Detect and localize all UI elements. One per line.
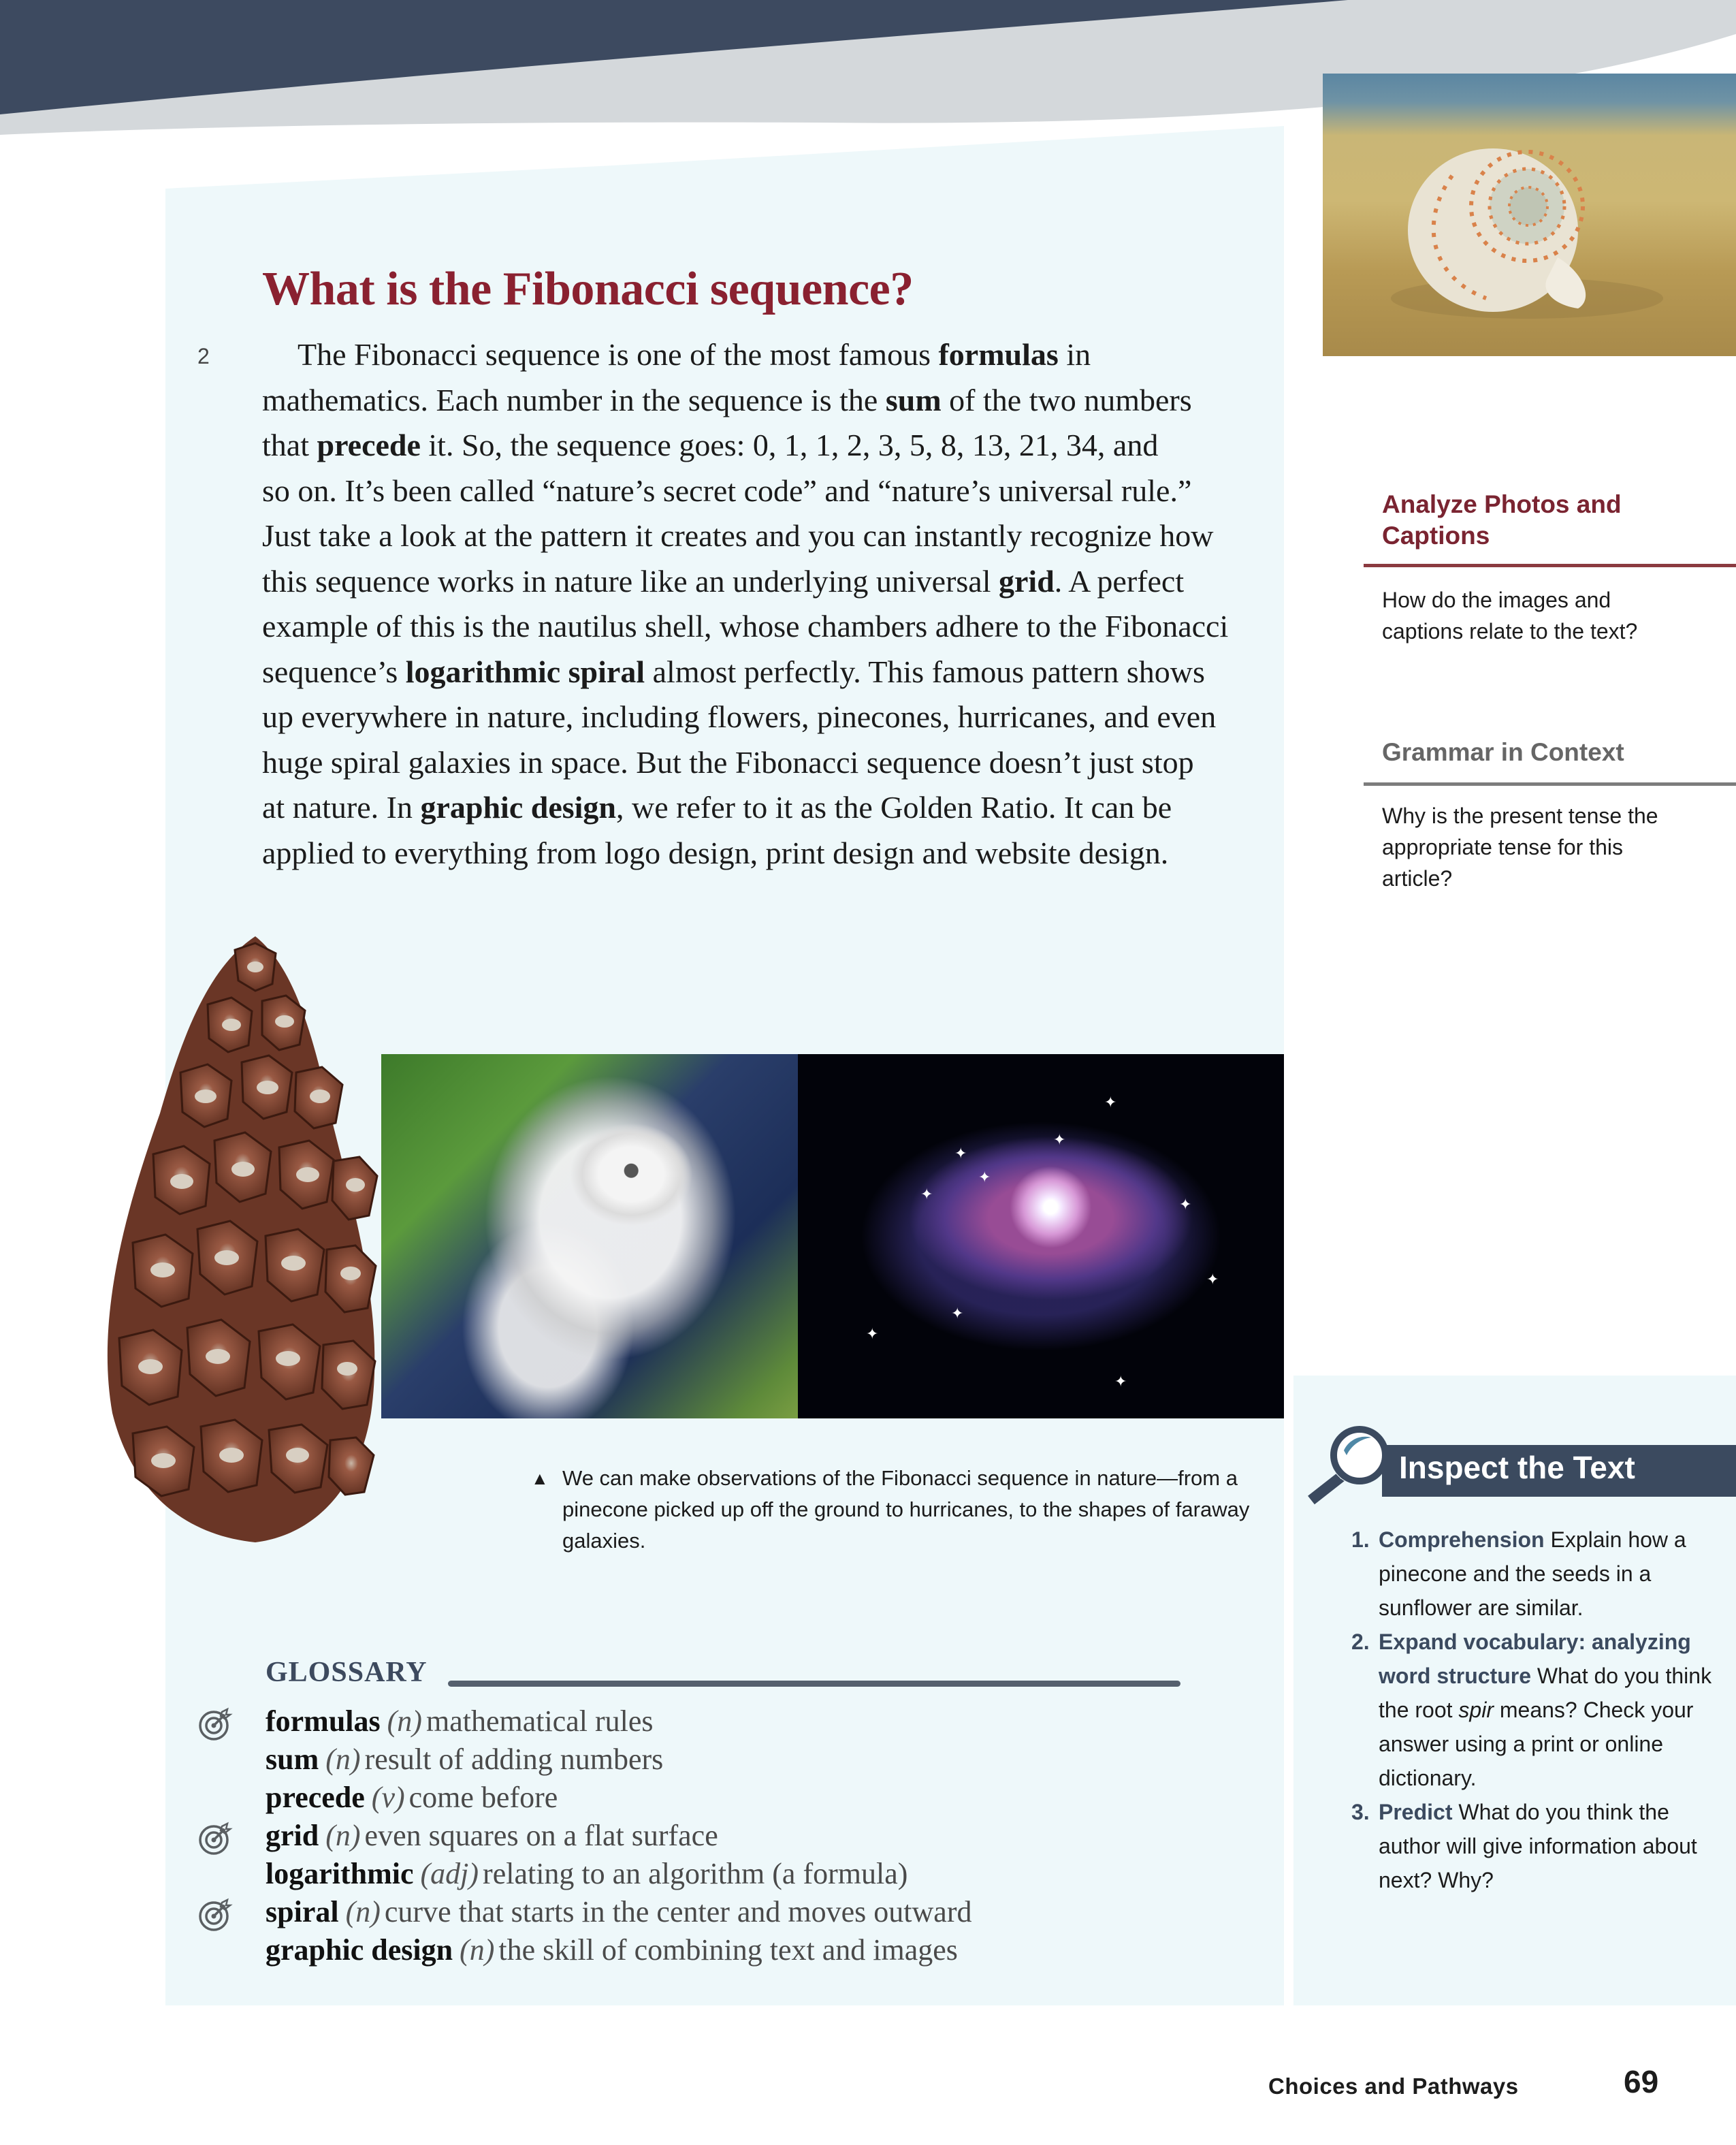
analyze-divider [1364, 564, 1736, 567]
glossary-definition: result of adding numbers [364, 1743, 664, 1776]
question-number: 2. [1351, 1630, 1370, 1654]
inspect-question-3 [1351, 1795, 1719, 1897]
article-line: so on. It’s been called “nature’s secret code” and “nature’s universal rule.” [262, 473, 1192, 508]
article-line: this sequence works in nature like an underlying universal grid. A perfect [262, 563, 1185, 599]
caption-text: We can make observations of the Fibonacci sequence in nature—from a pinecone picked up off the ground to hurricanes, to the shapes of faraway galaxies. [562, 1466, 1250, 1553]
analyze-heading-line2: Captions [1382, 522, 1490, 550]
article-line: example of this is the nautilus shell, whose chambers adhere to the Fibonacci [262, 609, 1229, 644]
glossary-definition: relating to an algorithm (a formula) [483, 1857, 908, 1890]
target-icon [197, 1897, 233, 1933]
inspect-question-1 [1351, 1523, 1719, 1625]
analyze-heading [1382, 489, 1622, 552]
glossary-term: formulas [266, 1704, 381, 1738]
vocab-term: sum [885, 382, 942, 417]
part-of-speech: (n) [325, 1819, 361, 1852]
question-text: What do you think the author will give information about next? Why? [1379, 1800, 1697, 1892]
question-number: 1. [1351, 1527, 1370, 1552]
shell-photo [1323, 74, 1736, 356]
part-of-speech: (n) [345, 1895, 381, 1928]
paragraph-number: 2 [197, 344, 210, 368]
glossary-term: grid [266, 1819, 319, 1852]
grammar-question: Why is the present tense the appropriate tense for this article? [1382, 804, 1658, 891]
glossary-item [266, 1817, 1219, 1855]
inspect-title: Inspect the Text [1399, 1450, 1635, 1485]
analyze-heading-line1: Analyze Photos and [1382, 490, 1622, 518]
glossary-list [266, 1702, 1219, 1969]
article-title: What is the Fibonacci sequence? [262, 263, 914, 315]
article-line: that precede it. So, the sequence goes: 0, 1, 1, 2, 3, 5, 8, 13, 21, 34, and [262, 428, 1159, 462]
question-text: means? Check your answer using a print or online dictionary. [1379, 1698, 1694, 1790]
glossary-term: spiral [266, 1895, 339, 1928]
article-line: at nature. In graphic design, we refer to it as the Golden Ratio. It can be [262, 790, 1172, 825]
glossary-item [266, 1893, 1219, 1931]
image-caption [531, 1463, 1253, 1557]
glossary-definition: even squares on a flat surface [364, 1819, 718, 1852]
galaxy-photo: ✦ ✦ ✦ ✦ ✦ ✦ ✦ ✦ ✦ ✦ [798, 1054, 1284, 1418]
part-of-speech: (v) [371, 1781, 405, 1814]
article-line: huge spiral galaxies in space. But the Fibonacci sequence doesn’t just stop [262, 744, 1194, 780]
glossary-term: precede [266, 1781, 365, 1814]
glossary-rule [448, 1681, 1180, 1687]
glossary-item [266, 1779, 1219, 1817]
page-number: 69 [1624, 2064, 1659, 2099]
grammar-divider [1364, 782, 1736, 786]
root-word: spir [1458, 1698, 1494, 1722]
part-of-speech: (adj) [420, 1857, 479, 1890]
question-label: Predict [1379, 1800, 1453, 1824]
grammar-heading: Grammar in Context [1382, 738, 1624, 766]
caption-triangle-icon: ▲ [531, 1468, 549, 1489]
target-icon [197, 1821, 233, 1856]
glossary-term: logarithmic [266, 1857, 414, 1890]
article-line: The Fibonacci sequence is one of the most famous formulas in [298, 337, 1091, 372]
vocab-term: graphic design [420, 790, 616, 825]
vocab-term: logarithmic spiral [405, 654, 645, 689]
hurricane-photo [381, 1054, 798, 1418]
glossary-item [266, 1855, 1219, 1893]
inspect-questions [1351, 1523, 1719, 1897]
vocab-term: grid [999, 563, 1055, 599]
glossary-item [266, 1702, 1219, 1741]
glossary-item [266, 1931, 1219, 1969]
question-label: Comprehension [1379, 1527, 1545, 1552]
glossary-definition: mathematical rules [425, 1704, 654, 1738]
glossary-title: GLOSSARY [266, 1657, 428, 1688]
part-of-speech: (n) [387, 1704, 422, 1738]
question-label: Expand vocabulary: analyzing word structure [1379, 1630, 1691, 1688]
question-text: What do you think the root [1379, 1664, 1712, 1722]
glossary-item [266, 1741, 1219, 1779]
part-of-speech: (n) [460, 1933, 495, 1967]
article-body [262, 332, 1249, 876]
vocab-term: formulas [938, 337, 1059, 372]
glossary-term: sum [266, 1743, 319, 1776]
question-number: 3. [1351, 1800, 1370, 1824]
shell-illustration [1323, 74, 1736, 356]
glossary-definition: curve that starts in the center and moves outward [384, 1895, 972, 1928]
article-line: sequence’s logarithmic spiral almost perfectly. This famous pattern shows [262, 654, 1205, 689]
part-of-speech: (n) [325, 1743, 361, 1776]
footer-book-title: Choices and Pathways [1268, 2074, 1519, 2099]
article-line: Just take a look at the pattern it creates and you can instantly recognize how [262, 518, 1214, 553]
glossary-definition: the skill of combining text and images [498, 1933, 958, 1967]
glossary-definition: come before [408, 1781, 558, 1814]
vocab-term: precede [317, 428, 421, 462]
question-text: Explain how a pinecone and the seeds in a sunflower are similar. [1379, 1527, 1686, 1620]
inspect-question-2 [1351, 1625, 1719, 1795]
pinecone-photo [85, 936, 425, 1549]
article-line: applied to everything from logo design, print design and website design. [262, 835, 1169, 870]
glossary-term: graphic design [266, 1933, 453, 1967]
article-line: mathematics. Each number in the sequence is the sum of the two numbers [262, 382, 1192, 417]
article-line: up everywhere in nature, including flowers, pinecones, hurricanes, and even [262, 699, 1217, 734]
analyze-question: How do the images and captions relate to the text? [1382, 588, 1638, 644]
target-icon [197, 1706, 233, 1742]
